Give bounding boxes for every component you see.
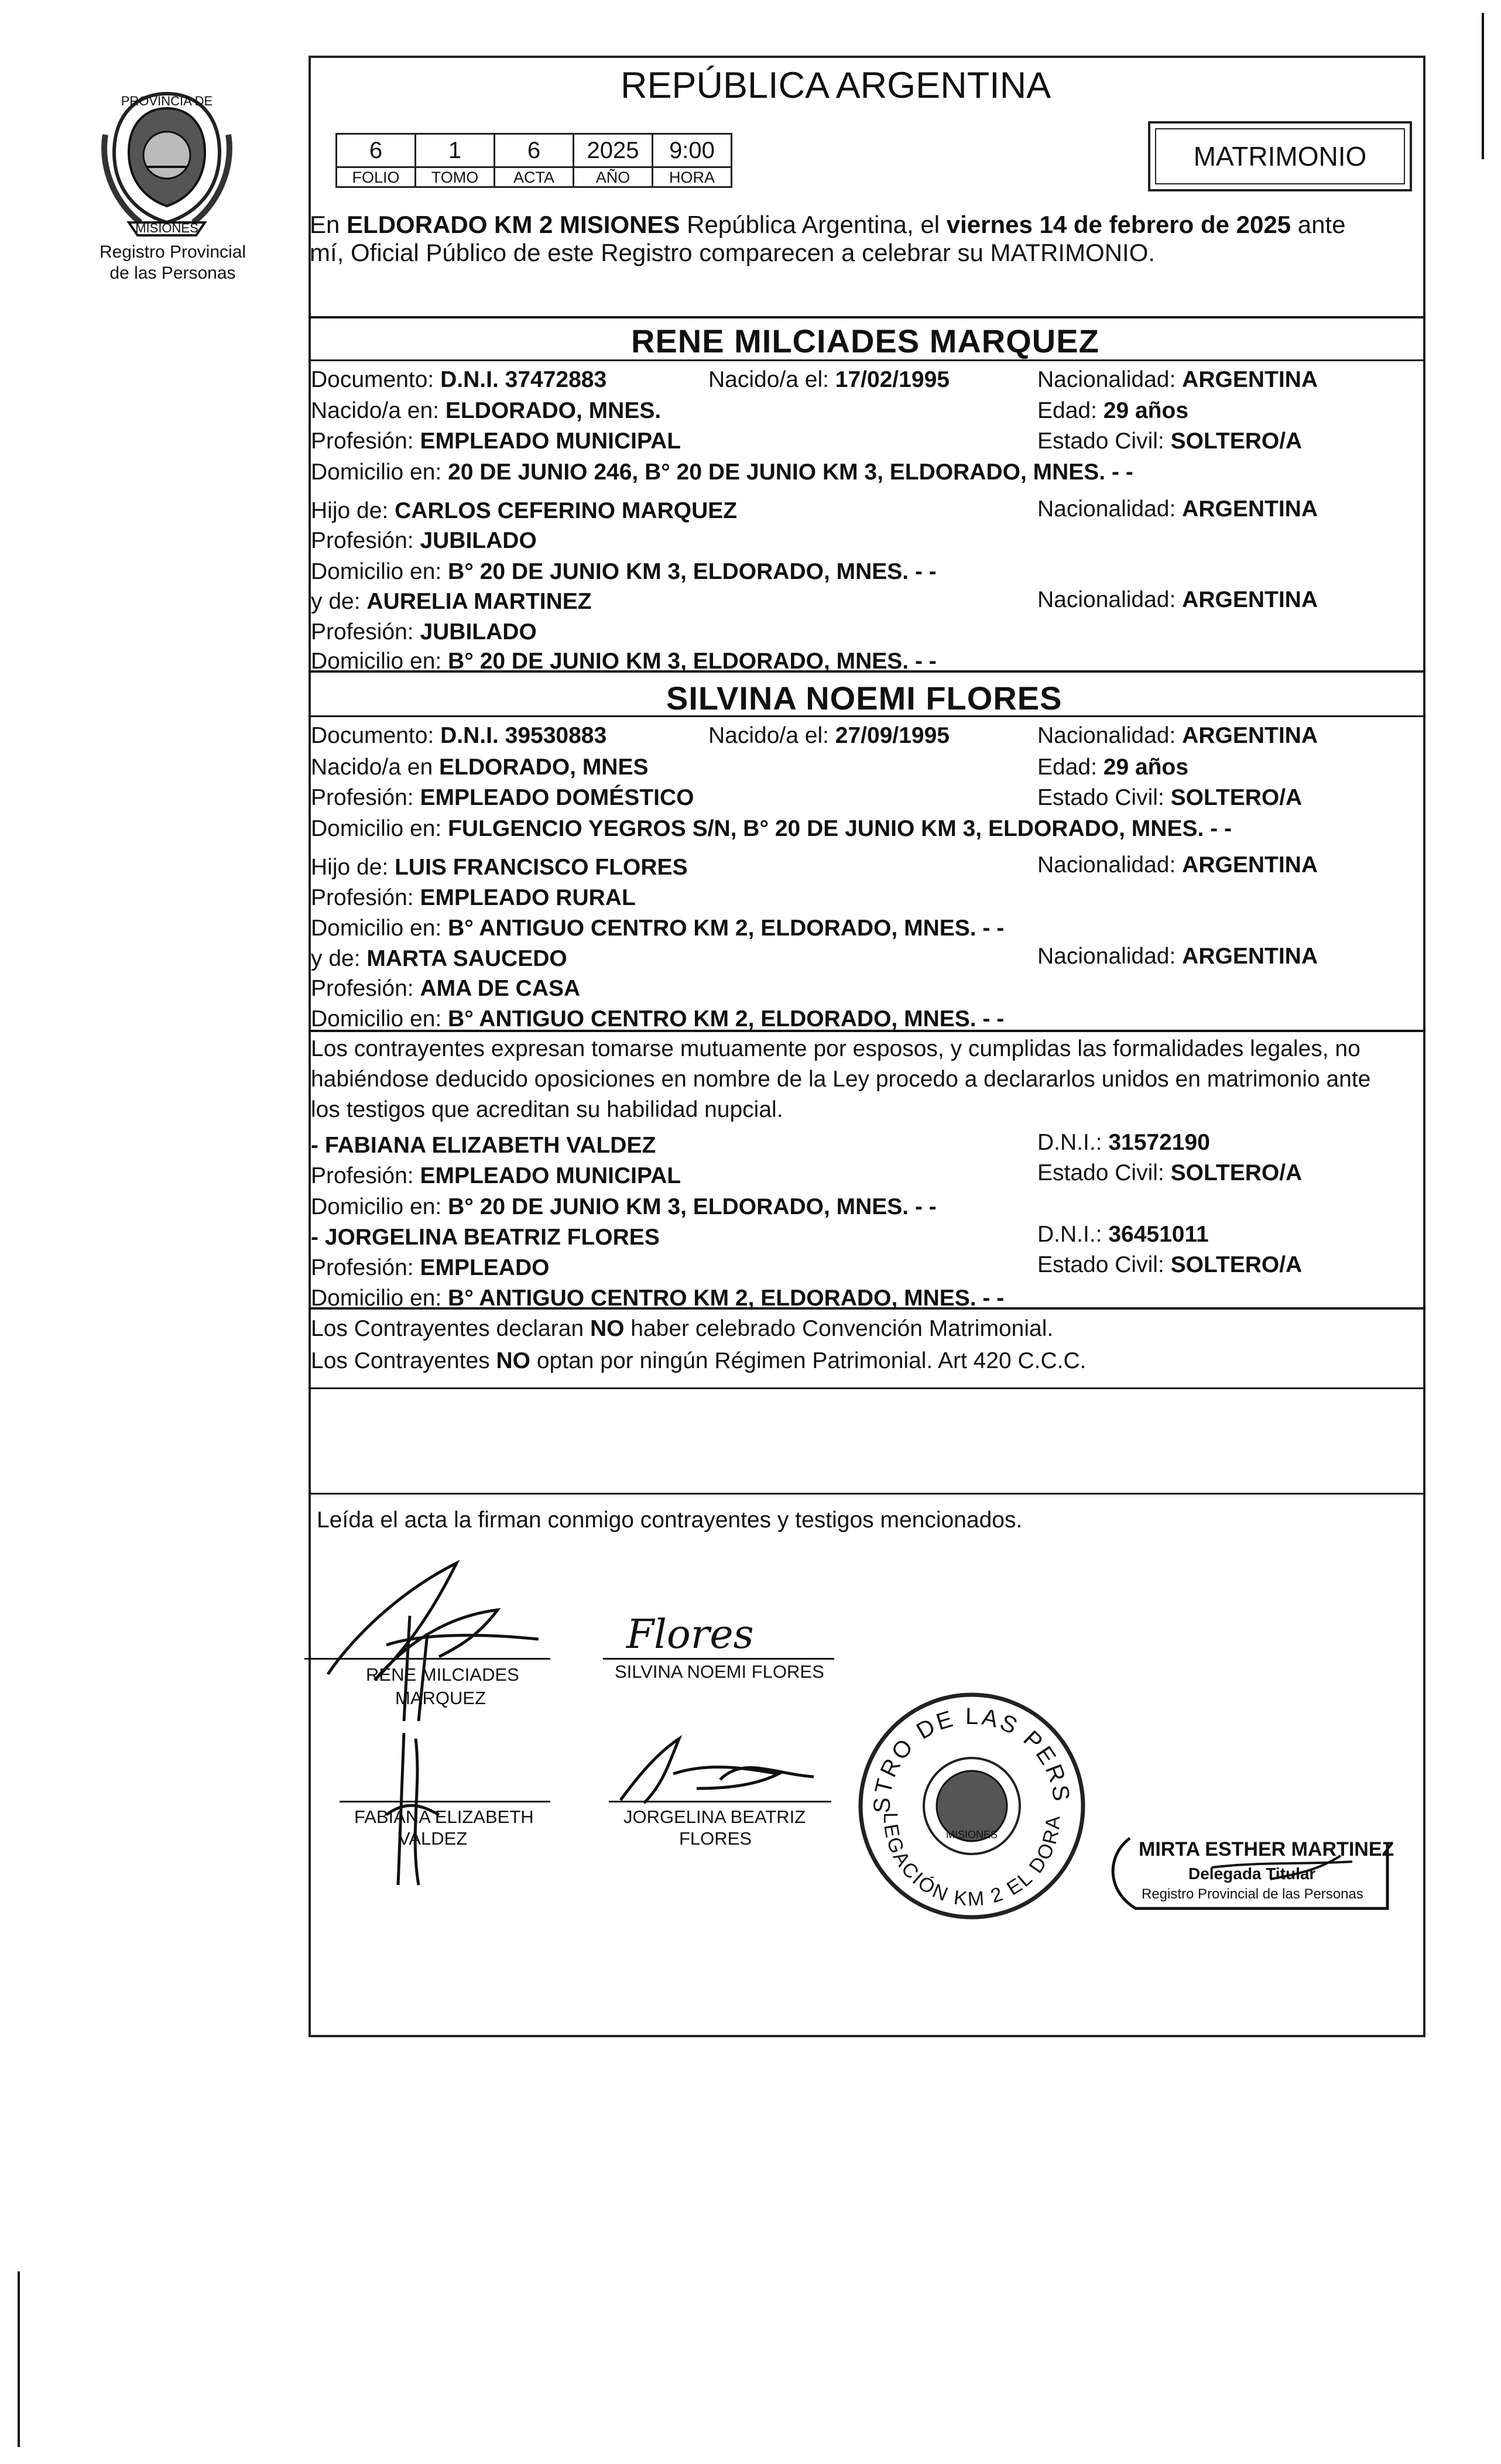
groom-birthdate: Nacido/a el: 17/02/1995 [708,367,950,392]
groom-birthplace: Nacido/a en: ELDORADO, MNES. [311,398,662,423]
groom-father-address: Domicilio en: B° 20 DE JUNIO KM 3, ELDORADO, MNES. - - [311,559,937,584]
witness-1-profession: Profesión: EMPLEADO MUNICIPAL [311,1163,681,1188]
folio-value: 6 [335,133,416,168]
groom-father: Hijo de: CARLOS CEFERINO MARQUEZ [311,498,738,523]
groom-signature-name-line1: RENE MILCIADES [366,1664,519,1685]
officer-role: Delegada Titular [1188,1865,1316,1883]
witness1-signature-name-line2: VALDEZ [398,1828,468,1849]
convention-line1: Los Contrayentes declaran NO haber celebrado Convención Matrimonial. [311,1316,1054,1341]
bride-name: SILVINA NOEMI FLORES [666,680,1063,717]
declaration-line2: habiéndose deducido oposiciones en nombre de la Ley procedo a declararlos unidos en matrimonio ante [311,1067,1371,1092]
record-type-box [1148,121,1412,191]
hora-label: HORA [652,166,732,188]
witness2-signature-scribble [609,1733,831,1809]
groom-signature-scribble [304,1545,562,1733]
witness-2-address: Domicilio en: B° ANTIGUO CENTRO KM 2, ELDORADO, MNES. - - [311,1286,1005,1311]
bride-signature-scribble [621,1607,784,1665]
witness1-signature-line [340,1801,550,1802]
province-emblem [94,82,240,240]
groom-documento: Documento: D.N.I. 37472883 [311,367,607,392]
witness-2-name: - JORGELINA BEATRIZ FLORES [311,1225,660,1250]
closing-text: Leída el acta la firman conmigo contrayentes y testigos mencionados. [317,1507,1023,1533]
svg-text:MISIONES: MISIONES [945,1829,998,1841]
groom-age: Edad: 29 años [1037,398,1189,423]
bride-civil-status: Estado Civil: SOLTERO/A [1037,785,1303,810]
folio-label: FOLIO [335,166,416,188]
groom-mother-nationality: Nacionalidad: ARGENTINA [1037,587,1318,612]
witness2-signature-name-line1: JORGELINA BEATRIZ [623,1807,806,1827]
groom-mother: y de: AURELIA MARTINEZ [311,589,592,614]
anio-value: 2025 [573,133,653,168]
declaration-line1: Los contrayentes expresan tomarse mutuamente por esposos, y cumplidas las formalidades legales, no [311,1036,1361,1061]
witness1-signature-scribble [375,1727,445,1891]
emblem-caption [88,242,258,284]
anio-label: AÑO [573,166,653,188]
bride-mother-profession: Profesión: AMA DE CASA [311,976,581,1001]
witness1-signature-name-line1: FABIANA ELIZABETH [354,1807,534,1827]
bride-father-profession: Profesión: EMPLEADO RURAL [311,885,636,910]
page-title: REPÚBLICA ARGENTINA [621,65,1051,106]
officer-stamp [1095,1821,1399,1920]
convention-line2: Los Contrayentes NO optan por ningún Régimen Patrimonial. Art 420 C.C.C. [311,1348,1087,1373]
tomo-value: 1 [414,133,495,168]
witness-1-dni: D.N.I.: 31572190 [1037,1130,1210,1155]
groom-profession: Profesión: EMPLEADO MUNICIPAL [311,429,681,454]
witness-2-dni: D.N.I.: 36451011 [1037,1222,1209,1247]
official-stamp [849,1683,1095,1929]
misiones-seal-icon [94,82,240,240]
witness-2-civil-status: Estado Civil: SOLTERO/A [1037,1252,1303,1277]
groom-name: RENE MILCIADES MARQUEZ [631,323,1099,359]
right-edge-line [1482,13,1484,159]
svg-text:DELEGACIÓN KM 2 EL DORADO: LEGACIÓN KM 2 EL DORA [879,1812,1065,1911]
bride-documento: Documento: D.N.I. 39530883 [311,723,607,748]
emblem-caption-line1: Registro Provincial [99,242,246,262]
bride-birthplace: Nacido/a en ELDORADO, MNES [311,755,649,780]
bride-address: Domicilio en: FULGENCIO YEGROS S/N, B° 20 DE JUNIO KM 3, ELDORADO, MNES. - - [311,816,1232,841]
rule-7 [309,1387,1425,1389]
groom-father-profession: Profesión: JUBILADO [311,528,537,553]
declaration-line3: los testigos que acreditan su habilidad nupcial. [311,1097,783,1122]
intro-line1: En ELDORADO KM 2 MISIONES República Argentina, el viernes 14 de febrero de 2025 ante [310,211,1346,238]
tomo-label: TOMO [414,166,495,188]
intro-line2: mí, Oficial Público de este Registro comparecen a celebrar su MATRIMONIO. [310,239,1156,266]
bride-father: Hijo de: LUIS FRANCISCO FLORES [311,855,688,880]
witness-2-profession: Profesión: EMPLEADO [311,1255,550,1280]
intro-date: viernes 14 de febrero de 2025 [946,211,1291,238]
record-type-inner: MATRIMONIO [1155,128,1405,184]
groom-father-nationality: Nacionalidad: ARGENTINA [1037,496,1318,522]
witness-1-name: - FABIANA ELIZABETH VALDEZ [311,1133,656,1158]
groom-mother-profession: Profesión: JUBILADO [311,619,537,645]
emblem-caption-line2: de las Personas [109,263,236,283]
svg-text:MISIONES: MISIONES [135,221,198,235]
hora-value: 9:00 [652,133,732,168]
rule-1 [309,316,1425,318]
bride-mother-address: Domicilio en: B° ANTIGUO CENTRO KM 2, ELDORADO, MNES. - - [311,1006,1005,1031]
rule-8 [309,1493,1425,1495]
bride-birthdate: Nacido/a el: 27/09/1995 [708,723,950,748]
acta-label: ACTA [494,166,574,188]
svg-text:REGISTRO DE LAS PERSONAS: STRO DE LAS PERS [869,1703,1075,1814]
bride-mother: y de: MARTA SAUCEDO [311,946,567,971]
bride-nationality: Nacionalidad: ARGENTINA [1037,723,1318,748]
groom-signature-name-line2: MARQUEZ [395,1688,486,1708]
bride-profession: Profesión: EMPLEADO DOMÉSTICO [311,785,694,810]
bride-age: Edad: 29 años [1037,755,1189,780]
bride-mother-nationality: Nacionalidad: ARGENTINA [1037,944,1318,969]
groom-address: Domicilio en: 20 DE JUNIO 246, B° 20 DE JUNIO KM 3, ELDORADO, MNES. - - [311,460,1133,485]
intro-place: ELDORADO KM 2 MISIONES [347,211,680,238]
bride-father-address: Domicilio en: B° ANTIGUO CENTRO KM 2, ELDORADO, MNES. - - [311,916,1005,941]
bride-father-nationality: Nacionalidad: ARGENTINA [1037,852,1318,878]
bride-handwriting: Flores [626,1612,754,1658]
witness-1-civil-status: Estado Civil: SOLTERO/A [1037,1160,1303,1185]
svg-text:PROVINCIA DE: PROVINCIA DE [121,94,213,108]
groom-mother-address: Domicilio en: B° 20 DE JUNIO KM 3, ELDORADO, MNES. - - [311,649,937,674]
acta-value: 6 [494,133,574,168]
officer-org: Registro Provincial de las Personas [1142,1886,1363,1902]
bottom-left-edge-line [18,2271,20,2447]
bride-signature-name: SILVINA NOEMI FLORES [615,1661,824,1682]
groom-nationality: Nacionalidad: ARGENTINA [1037,367,1318,392]
witness2-signature-name-line2: FLORES [679,1828,752,1849]
groom-civil-status: Estado Civil: SOLTERO/A [1037,429,1303,454]
witness-1-address: Domicilio en: B° 20 DE JUNIO KM 3, ELDORADO, MNES. - - [311,1194,937,1219]
officer-name: MIRTA ESTHER MARTINEZ [1139,1838,1394,1860]
